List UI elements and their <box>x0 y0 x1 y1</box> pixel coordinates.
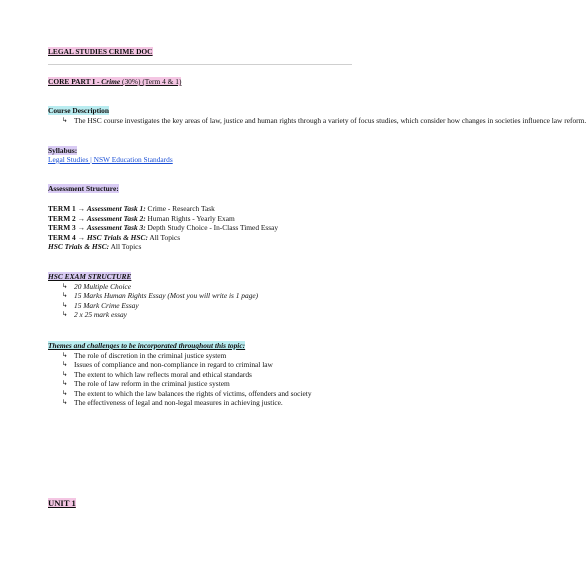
list-item <box>62 301 258 310</box>
assessment-desc: Human Rights - Yearly Exam <box>145 213 235 223</box>
themes-heading-text: Themes and challenges to be incorporated throughout this topic: <box>48 341 246 350</box>
horizontal-divider <box>48 64 352 65</box>
return-arrow-icon: ↳ <box>62 360 68 369</box>
exam-structure-heading-text: HSC EXAM STRUCTURE <box>48 272 132 281</box>
assessment-row-4 <box>48 233 180 242</box>
unit-heading-text: UNIT 1 <box>48 498 76 508</box>
course-description-list <box>62 116 586 125</box>
assessment-term: TERM 4 → <box>48 232 87 242</box>
assessment-row-1 <box>48 204 215 213</box>
assessment-task: HSC Trials & HSC: <box>86 232 148 242</box>
list-item <box>62 370 312 379</box>
assessment-task: Assessment Task 3: <box>86 223 146 232</box>
assessment-term: TERM 3 → <box>48 223 87 232</box>
return-arrow-icon: ↳ <box>62 379 68 388</box>
assessment-row-3 <box>48 223 278 232</box>
assessment-desc: Depth Study Choice - In-Class Timed Essay <box>145 223 279 232</box>
list-item-text: The extent to which the law balances the rights of victims, offenders and society <box>74 388 312 398</box>
return-arrow-icon: ↳ <box>62 116 68 124</box>
core-part-topic: Crime <box>101 77 121 86</box>
assessment-row-2 <box>48 214 235 223</box>
assessment-row-extra <box>48 242 141 251</box>
core-part-heading <box>48 77 181 86</box>
document-title <box>48 47 153 56</box>
course-description-heading-text: Course Description <box>48 106 109 115</box>
syllabus-link-row <box>48 155 173 164</box>
return-arrow-icon: ↳ <box>62 369 68 378</box>
list-item-text: Issues of compliance and non-compliance in regard to criminal law <box>74 360 273 370</box>
assessment-desc: Crime - Research Task <box>145 204 215 213</box>
core-part-weight: (30%) (Term 4 & 1) <box>120 77 182 86</box>
return-arrow-icon: ↳ <box>62 398 68 407</box>
assessment-term: TERM 1 → <box>48 204 87 213</box>
core-part-prefix: CORE PART I - <box>48 77 102 86</box>
assessment-task: Assessment Task 1: <box>86 204 146 213</box>
course-description-text: The HSC course investigates the key areas of law, justice and human rights through a variety of focus studies, which consider how changes in societies influence law reform. <box>74 116 586 125</box>
list-item <box>62 389 312 398</box>
return-arrow-icon: ↳ <box>62 351 68 359</box>
assessment-heading <box>48 184 119 193</box>
list-item-text: The role of law reform in the criminal justice system <box>74 379 230 389</box>
list-item-text: 15 Mark Crime Essay <box>74 300 139 310</box>
unit-heading <box>48 499 76 508</box>
assessment-desc: All Topics <box>109 242 142 251</box>
list-item-text: The role of discretion in the criminal justice system <box>74 351 227 360</box>
return-arrow-icon: ↳ <box>62 300 68 309</box>
return-arrow-icon: ↳ <box>62 282 68 290</box>
syllabus-heading-text: Syllabus: <box>48 146 78 155</box>
assessment-task: HSC Trials & HSC: <box>48 242 110 251</box>
syllabus-heading <box>48 146 77 155</box>
list-item <box>62 116 586 125</box>
list-item-text: 15 Marks Human Rights Essay (Most you will write is 1 page) <box>74 291 259 301</box>
list-item-text: 20 Multiple Choice <box>74 282 132 291</box>
themes-list <box>62 351 312 407</box>
list-item <box>62 282 258 291</box>
list-item <box>62 379 312 388</box>
assessment-heading-text: Assessment Structure: <box>48 184 119 193</box>
exam-structure-list <box>62 282 258 320</box>
return-arrow-icon: ↳ <box>62 388 68 397</box>
return-arrow-icon: ↳ <box>62 291 68 300</box>
exam-structure-heading <box>48 272 131 281</box>
return-arrow-icon: ↳ <box>62 310 68 319</box>
themes-heading <box>48 341 245 350</box>
course-description-heading <box>48 106 109 115</box>
assessment-desc: All Topics <box>147 232 181 242</box>
syllabus-link[interactable]: Legal Studies | NSW Education Standards <box>48 155 173 164</box>
list-item <box>62 351 312 360</box>
list-item-text: 2 x 25 mark essay <box>74 310 127 320</box>
list-item-text: The extent to which law reflects moral and ethical standards <box>74 369 252 379</box>
list-item-text: The effectiveness of legal and non-legal measures in achieving justice. <box>74 398 283 408</box>
list-item <box>62 310 258 319</box>
document-title-text: LEGAL STUDIES CRIME DOC <box>48 47 153 56</box>
assessment-task: Assessment Task 2: <box>86 213 146 223</box>
list-item <box>62 398 312 407</box>
assessment-term: TERM 2 → <box>48 213 87 223</box>
list-item <box>62 291 258 300</box>
list-item <box>62 360 312 369</box>
